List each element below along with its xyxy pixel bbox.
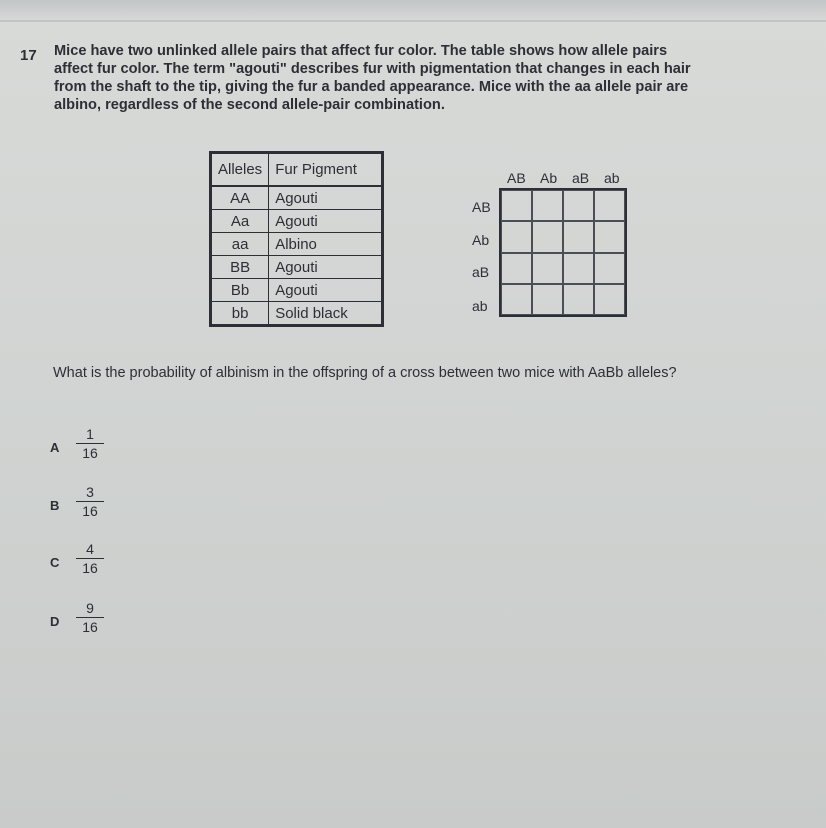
- pigment-cell: Agouti: [269, 256, 383, 279]
- punnett-row-label: AB: [472, 199, 491, 215]
- choice-letter: A: [50, 440, 60, 455]
- table-row: [211, 256, 383, 279]
- question-prompt: What is the probability of albinism in the offspring of a cross between two mice with AaBb alleles?: [53, 365, 677, 381]
- punnett-cell: [501, 190, 532, 221]
- choice-letter: D: [50, 614, 60, 629]
- header-fur-pigment: Fur Pigment: [269, 153, 383, 187]
- punnett-column-label: aB: [572, 170, 590, 186]
- punnett-cell: [532, 253, 563, 284]
- choice-fraction: [76, 484, 104, 519]
- table-row: [211, 233, 383, 256]
- pigment-cell: Solid black: [269, 302, 383, 326]
- fraction-numerator: 1: [86, 426, 94, 442]
- stem-line: albino, regardless of the second allele-pair combination.: [54, 97, 445, 113]
- punnett-cell: [501, 284, 532, 315]
- pigment-cell: Agouti: [269, 279, 383, 302]
- punnett-cell: [532, 221, 563, 252]
- punnett-cell: [594, 253, 625, 284]
- header-alleles: Alleles: [211, 153, 269, 187]
- punnett-cell: [594, 284, 625, 315]
- punnett-cell: [563, 190, 594, 221]
- fraction-numerator: 4: [86, 541, 94, 557]
- table-row: [211, 302, 383, 326]
- fraction-numerator: 3: [86, 484, 94, 500]
- punnett-column-label: Ab: [540, 170, 558, 186]
- allele-cell: Aa: [211, 210, 269, 233]
- punnett-column-label: ab: [604, 170, 620, 186]
- table-row: [211, 186, 383, 210]
- table-header-row: [211, 153, 383, 187]
- top-bar: [0, 0, 826, 22]
- allele-cell: AA: [211, 186, 269, 210]
- table-row: [211, 210, 383, 233]
- allele-table: [209, 151, 384, 327]
- choice-fraction: [76, 600, 104, 635]
- fraction-bar: [76, 558, 104, 559]
- punnett-row-label: Ab: [472, 232, 490, 248]
- allele-cell: bb: [211, 302, 269, 326]
- pigment-cell: Agouti: [269, 186, 383, 210]
- punnett-cell: [501, 253, 532, 284]
- choice-fraction: [76, 541, 104, 576]
- pigment-cell: Agouti: [269, 210, 383, 233]
- fraction-bar: [76, 617, 104, 618]
- punnett-cell: [563, 253, 594, 284]
- punnett-row-label: ab: [472, 298, 488, 314]
- fraction-denominator: 16: [82, 445, 98, 461]
- fraction-denominator: 16: [82, 560, 98, 576]
- punnett-cell: [563, 221, 594, 252]
- fraction-denominator: 16: [82, 619, 98, 635]
- punnett-cell: [501, 221, 532, 252]
- allele-cell: Bb: [211, 279, 269, 302]
- table-row: [211, 279, 383, 302]
- punnett-cell: [594, 221, 625, 252]
- fraction-numerator: 9: [86, 600, 94, 616]
- fraction-bar: [76, 443, 104, 444]
- stem-line: affect fur color. The term "agouti" describes fur with pigmentation that changes in each hair: [54, 61, 691, 77]
- fraction-denominator: 16: [82, 503, 98, 519]
- punnett-column-label: AB: [507, 170, 526, 186]
- choice-letter: B: [50, 498, 60, 513]
- punnett-cell: [532, 284, 563, 315]
- punnett-grid: [499, 188, 627, 317]
- choice-letter: C: [50, 555, 60, 570]
- allele-cell: aa: [211, 233, 269, 256]
- stem-line: Mice have two unlinked allele pairs that affect fur color. The table shows how allele pairs: [54, 43, 668, 59]
- punnett-row-label: aB: [472, 264, 490, 280]
- punnett-cell: [563, 284, 594, 315]
- stem-line: from the shaft to the tip, giving the fur a banded appearance. Mice with the aa allele pair are: [54, 79, 689, 95]
- punnett-cell: [532, 190, 563, 221]
- fraction-bar: [76, 501, 104, 502]
- choice-fraction: [76, 426, 104, 461]
- question-number: 17: [20, 47, 37, 64]
- allele-cell: BB: [211, 256, 269, 279]
- question-stem: [54, 42, 814, 114]
- pigment-cell: Albino: [269, 233, 383, 256]
- punnett-cell: [594, 190, 625, 221]
